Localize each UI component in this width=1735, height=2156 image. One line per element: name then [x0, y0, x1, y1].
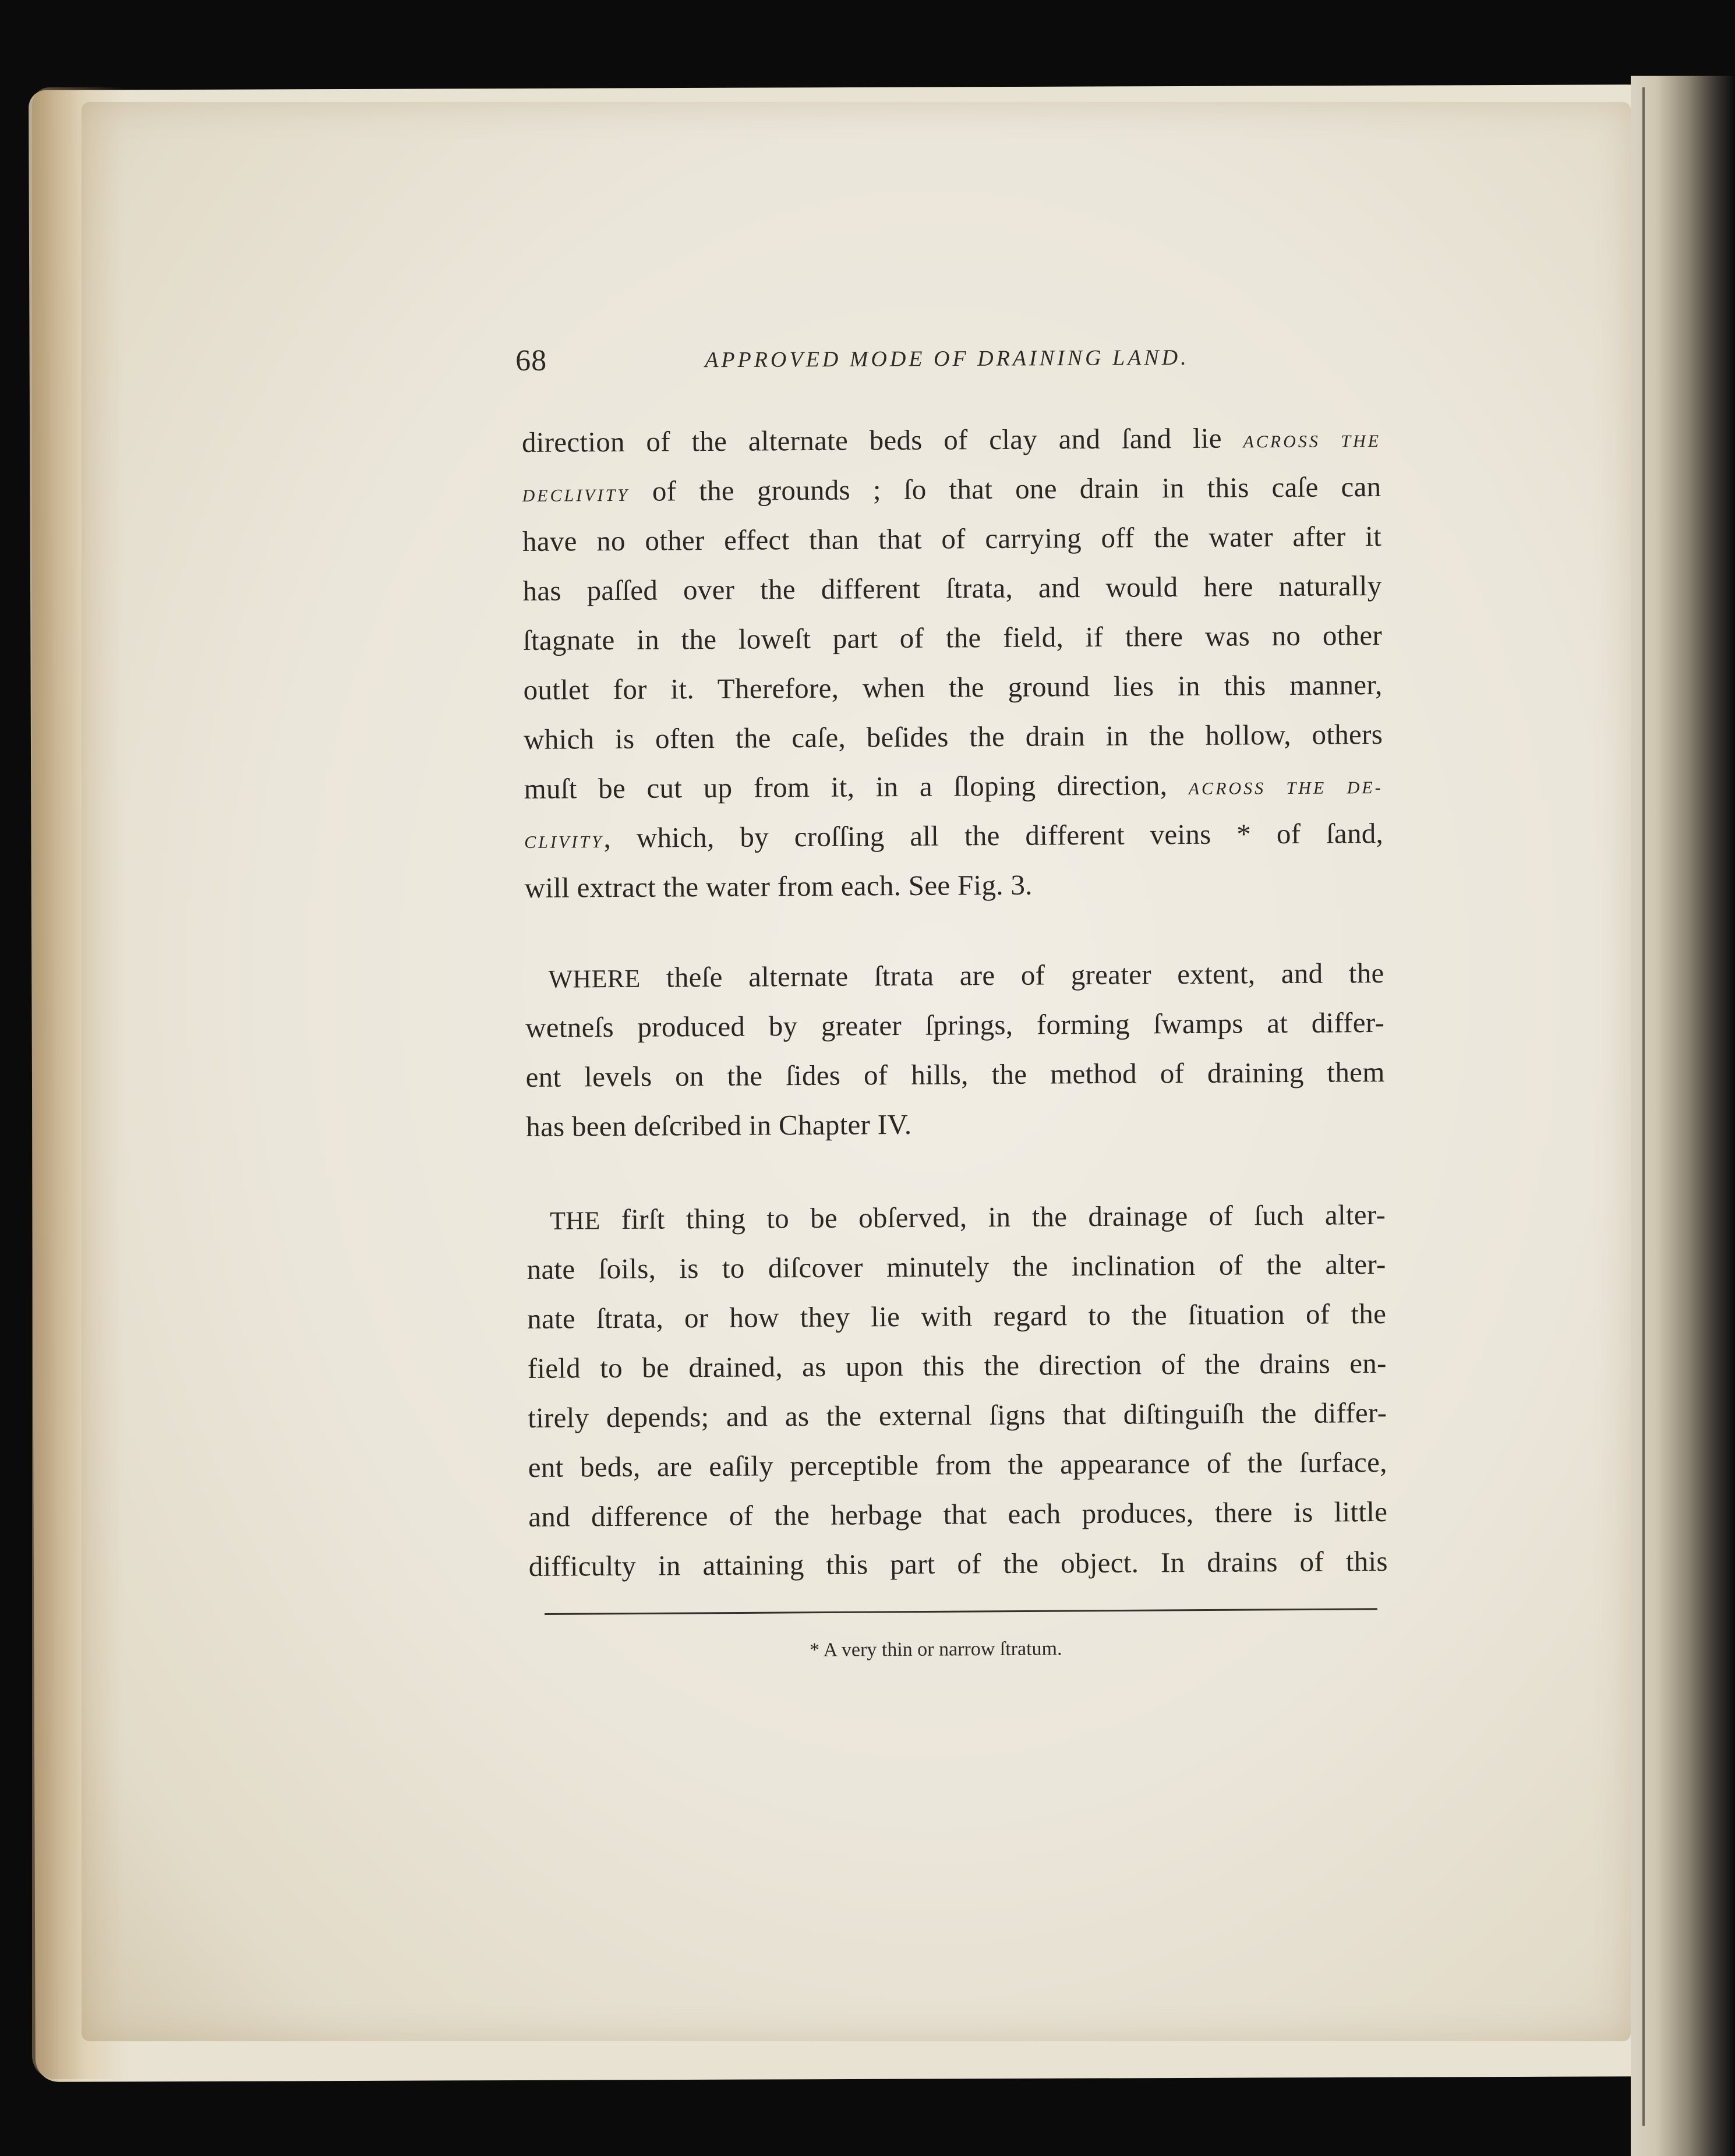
- text-line: [525, 1008, 1384, 1042]
- text-run: tirely depends; and as the external ſigns that diſtinguiſh the differ-: [528, 1396, 1387, 1434]
- paragraph-initial: THE: [550, 1206, 600, 1235]
- text-run: will extract the water from each. See Fig. 3.: [524, 868, 1033, 904]
- gutter-fold: [1642, 87, 1645, 2126]
- page-foxing: [32, 87, 125, 2079]
- text-line: [528, 1398, 1387, 1432]
- text-line: [522, 423, 1381, 457]
- text-run: nate ſtrata, or how they lie with regard to the ſituation of the: [527, 1297, 1387, 1335]
- text-run: firſt thing to be obſerved, in the drainage of ſuch alter-: [600, 1198, 1386, 1236]
- text-run: ent beds, are eaſily perceptible from the appearance of the ſurface,: [528, 1445, 1387, 1483]
- text-line: [524, 868, 1033, 904]
- text-run: ent levels on the ſides of hills, the method of draining them: [525, 1055, 1385, 1093]
- emphasis-text: DECLIVITY: [522, 485, 630, 506]
- text-run: field to be drained, as upon this the direction of the drains en-: [527, 1346, 1387, 1384]
- text-line: [528, 1497, 1387, 1531]
- text-line: [526, 1200, 1386, 1234]
- text-line: [528, 1544, 1388, 1582]
- text-line: [524, 720, 1383, 754]
- text-line: [528, 1445, 1387, 1483]
- text-run: direction of the alternate beds of clay and ſand lie: [521, 422, 1243, 458]
- text-run: of the grounds ; ſo that one drain in this caſe can: [629, 470, 1381, 507]
- book-gutter: [1631, 76, 1735, 2156]
- text-run: outlet for it. Therefore, when the ground lies in this manner,: [523, 668, 1383, 706]
- text-run: nate ſoils, is to diſcover minutely the inclination of the alter-: [526, 1247, 1386, 1285]
- running-title: APPROVED MODE OF DRAINING LAND.: [705, 345, 1189, 373]
- page-number: 68: [515, 344, 547, 377]
- text-run: which is often the caſe, beſides the drain in the hollow, others: [523, 718, 1383, 755]
- emphasis-text: ACROSS THE: [1243, 431, 1381, 452]
- text-line: [525, 1055, 1385, 1093]
- text-line: [524, 819, 1383, 853]
- text-run: and difference of the herbage that each produces, there is little: [528, 1495, 1388, 1533]
- text-line: [525, 956, 1384, 994]
- text-line: [526, 1247, 1386, 1285]
- text-line: [527, 1299, 1386, 1333]
- text-line: [527, 1346, 1387, 1384]
- text-run: has been deſcribed in Chapter IV.: [526, 1108, 912, 1143]
- text-line: [524, 769, 1383, 803]
- text-run: ſtagnate in the loweſt part of the field, if there was no other: [522, 618, 1383, 656]
- emphasis-text: CLIVITY: [524, 832, 604, 852]
- text-run: difficulty in attaining this part of the object. In drains of this: [528, 1544, 1388, 1582]
- text-run: theſe alternate ſtrata are of greater extent, and the: [640, 956, 1384, 994]
- text-line: [522, 519, 1382, 557]
- emphasis-text: ACROSS THE DE-: [1188, 777, 1383, 799]
- text-run: , which, by croſſing all the different veins * of ſand,: [603, 817, 1384, 854]
- text-run: muſt be cut up from it, in a ſloping direction,: [524, 769, 1189, 805]
- text-line: [526, 1110, 911, 1141]
- text-run: wetneſs produced by greater ſprings, forming ſwamps at differ-: [525, 1006, 1385, 1044]
- running-head: [515, 339, 1389, 384]
- paragraph-initial: WHERE: [548, 964, 641, 994]
- text-run: has paſſed over the different ſtrata, and would here naturally: [522, 569, 1382, 607]
- text-line: [523, 670, 1382, 704]
- text-line: [522, 618, 1383, 656]
- footnote: * A very thin or narrow ſtratum.: [810, 1638, 1062, 1661]
- text-line: [522, 571, 1381, 605]
- text-run: have no other effect than that of carrying off the water after it: [522, 519, 1382, 557]
- text-line: [522, 472, 1381, 506]
